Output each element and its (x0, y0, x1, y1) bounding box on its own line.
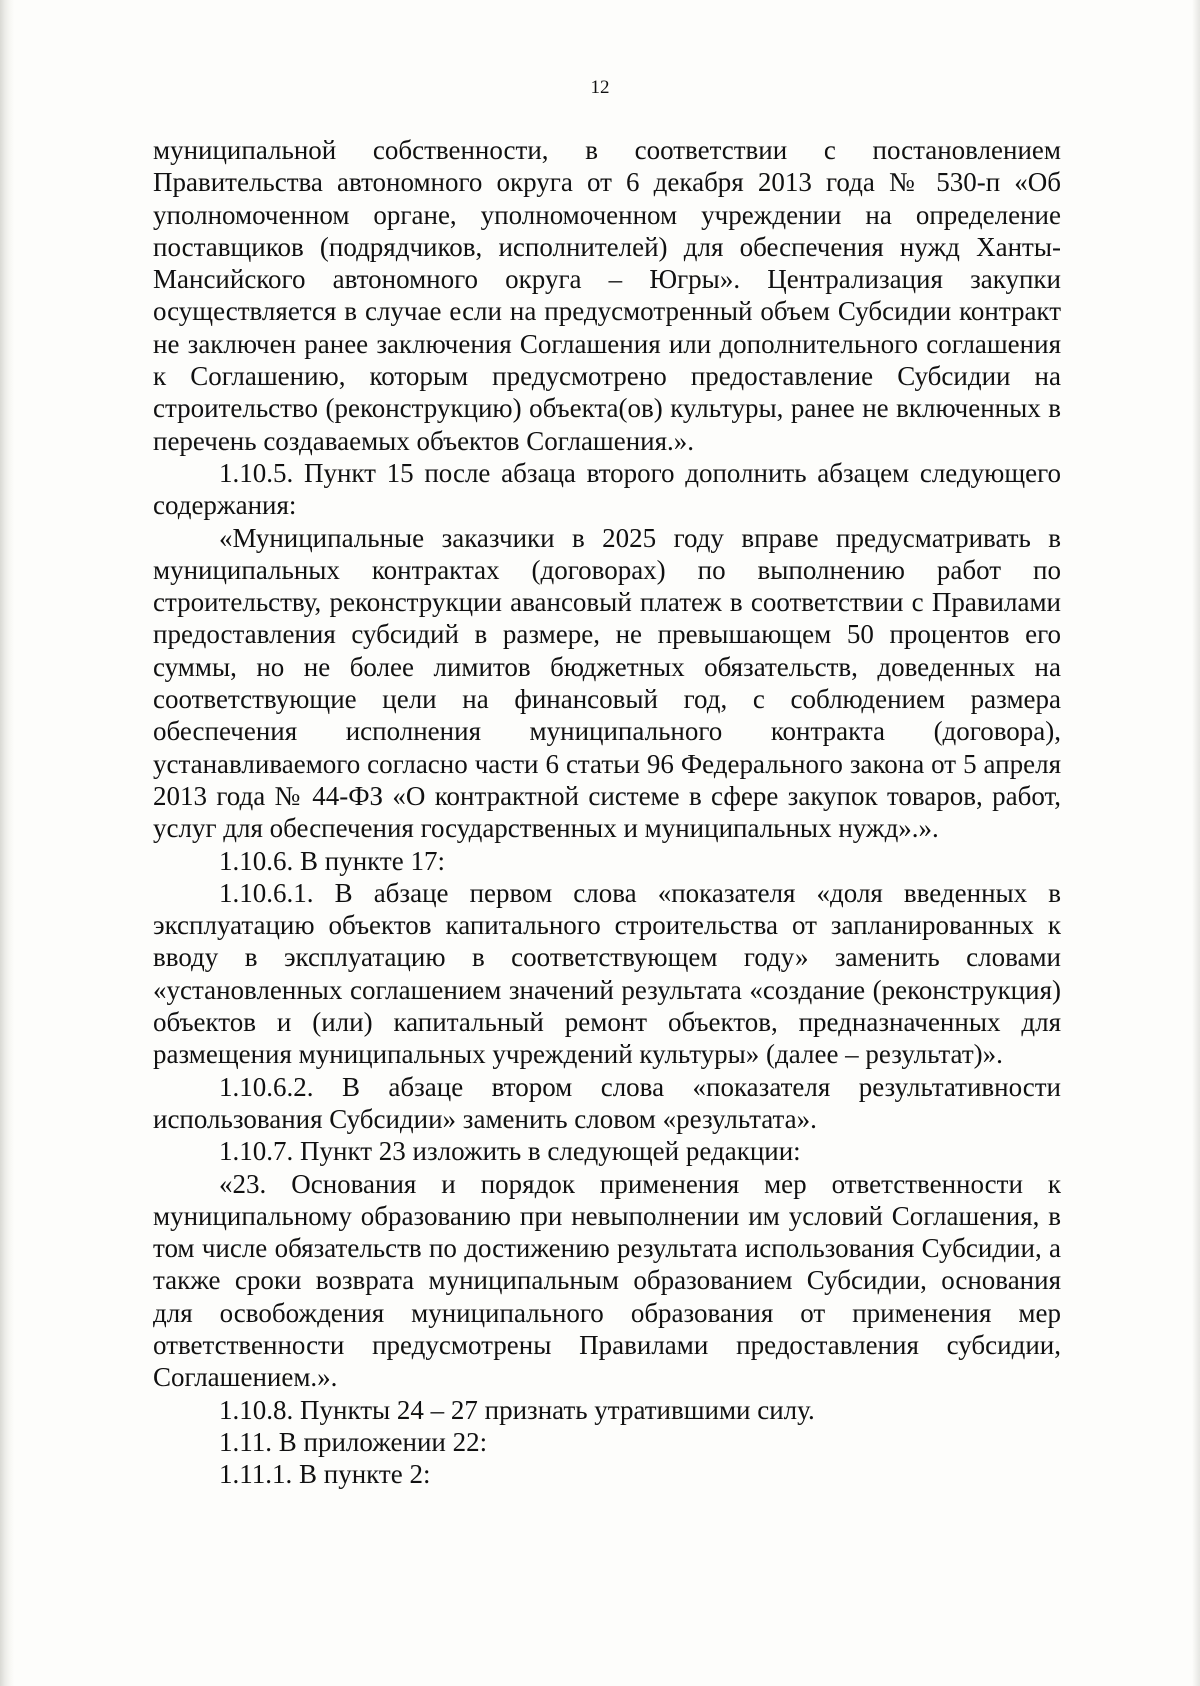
scan-edge-right (1192, 0, 1200, 1686)
paragraph-1-10-6-1: 1.10.6.1. В абзаце первом слова «показателя «доля введенных в эксплуатацию объектов капитального строительства от запланированных к вводу в эксплуатацию в соответствующем году» заменить словами «установленных соглашением значений результата «создание (реконструкция) объектов и (или) капитальный ремонт объектов, предназначенных для размещения муниципальных учреждений культуры» (далее – результат)». (153, 877, 1061, 1070)
document-body (153, 134, 1061, 1490)
page-number: 12 (590, 77, 610, 98)
scan-edge-left (0, 0, 14, 1686)
paragraph-1-11: 1.11. В приложении 22: (219, 1426, 488, 1457)
paragraph-1-10-6: 1.10.6. В пункте 17: (219, 845, 445, 876)
paragraph-continuation: муниципальной собственности, в соответствии с постановлением Правительства автономного округа от 6 декабря 2013 года № 530-п «Об уполномоченном органе, уполномоченном учреждении на определение поставщиков (подрядчиков, исполнителей) для обеспечения нужд Ханты-Мансийского автономного округа – Югры». Централизация закупки осуществляется в случае если на предусмотренный объем Субсидии контракт не заключен ранее заключения Соглашения или дополнительного соглашения к Соглашению, которым предусмотрено предоставление Субсидии на строительство (реконструкцию) объекта(ов) культуры, ранее не включенных в перечень создаваемых объектов Соглашения.». (153, 135, 1061, 456)
paragraph-1-10-6-2: 1.10.6.2. В абзаце втором слова «показателя результативности использования Субсидии» заменить словом «результата». (153, 1071, 1061, 1134)
paragraph-1-11-1: 1.11.1. В пункте 2: (219, 1459, 431, 1490)
paragraph-1-10-8: 1.10.8. Пункты 24 – 27 признать утратившими силу. (219, 1394, 815, 1425)
paragraph-1-10-7: 1.10.7. Пункт 23 изложить в следующей редакции: (219, 1136, 801, 1167)
paragraph-quote-advance-payment: «Муниципальные заказчики в 2025 году вправе предусматривать в муниципальных контрактах (договорах) по выполнению работ по строительству, реконструкции авансовый платеж в соответствии с Правилами предоставления субсидий в размере, не превышающем 50 процентов его суммы, но не более лимитов бюджетных обязательств, доведенных на соответствующие цели на финансовый год, с соблюдением размера обеспечения исполнения муниципального контракта (договора), устанавливаемого согласно части 6 статьи 96 Федерального закона от 5 апреля 2013 года № 44-ФЗ «О контрактной системе в сфере закупок товаров, работ, услуг для обеспечения государственных и муниципальных нужд».». (153, 522, 1061, 844)
paragraph-1-10-5: 1.10.5. Пункт 15 после абзаца второго дополнить абзацем следующего содержания: (153, 457, 1061, 521)
paragraph-quote-23: «23. Основания и порядок применения мер ответственности к муниципальному образованию при невыполнении им условий Соглашения, в том числе обязательств по достижению результата использования Субсидии, а также сроки возврата муниципальным образованием Субсидии, основания для освобождения муниципального образования от применения мер ответственности предусмотрены Правилами предоставления субсидии, Соглашением.». (153, 1168, 1061, 1393)
